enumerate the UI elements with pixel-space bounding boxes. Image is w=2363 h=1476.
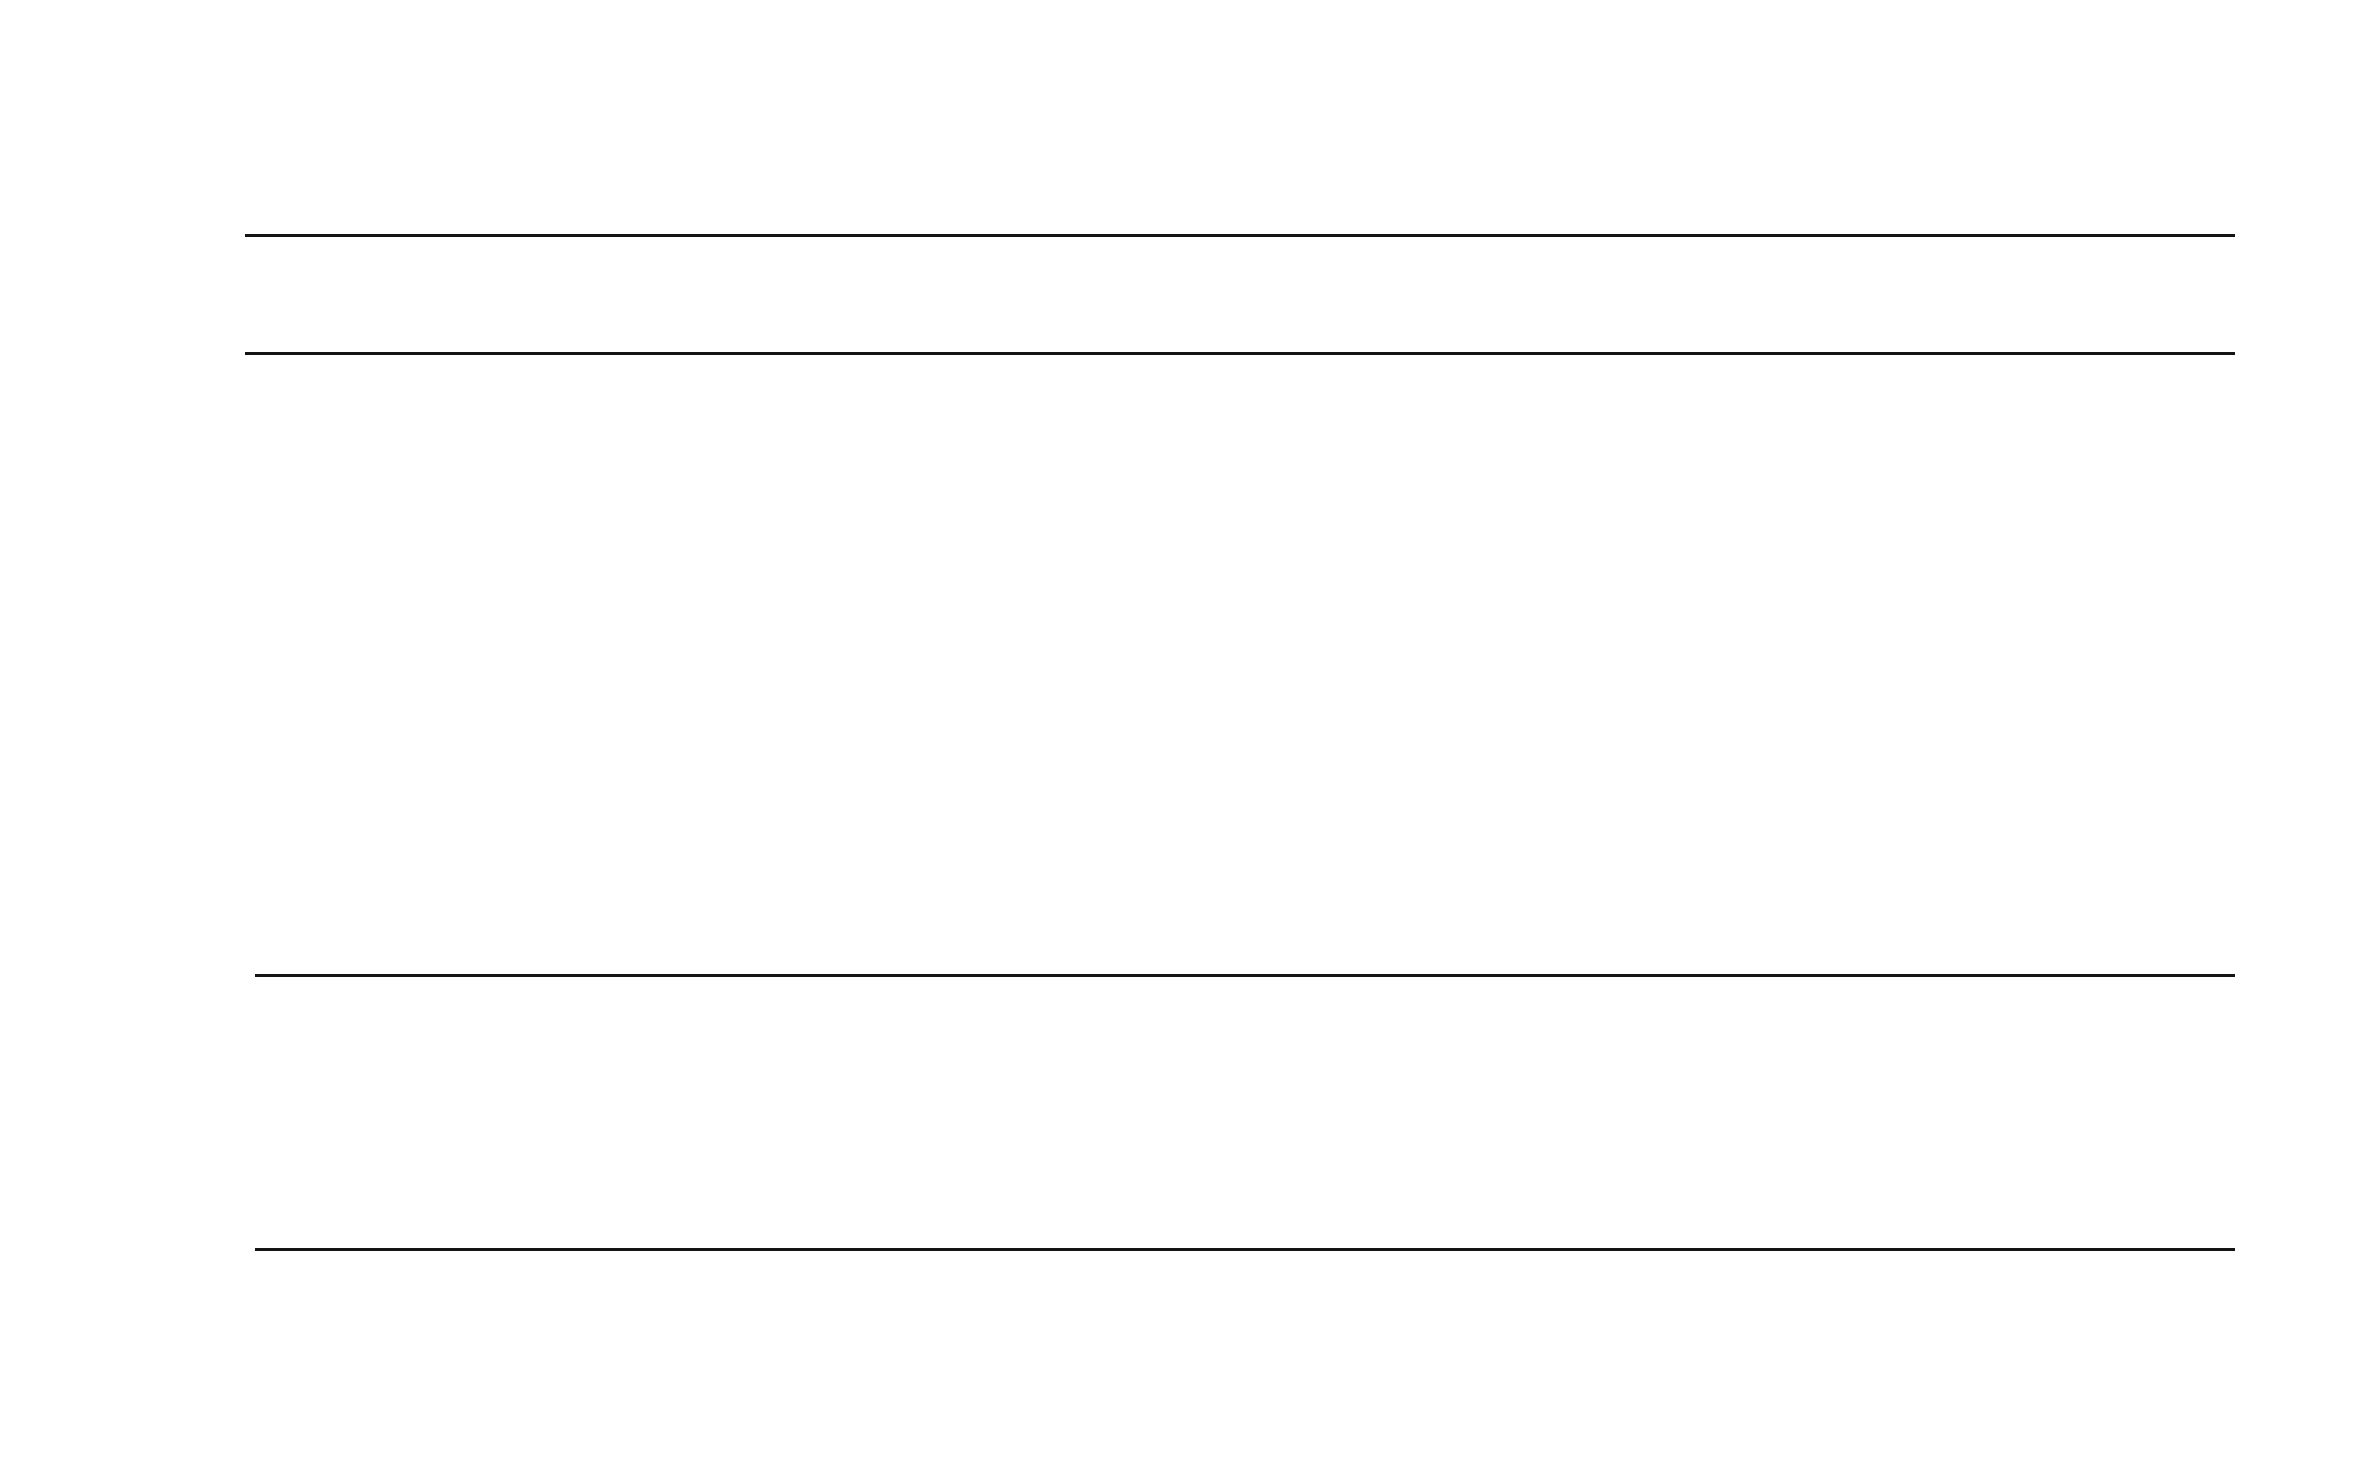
- rule-header: [245, 352, 2235, 355]
- rule-top: [245, 234, 2235, 237]
- rule-top-3: [255, 974, 2235, 977]
- page-number: [188, 142, 228, 202]
- rule-header-3: [255, 1248, 2235, 1251]
